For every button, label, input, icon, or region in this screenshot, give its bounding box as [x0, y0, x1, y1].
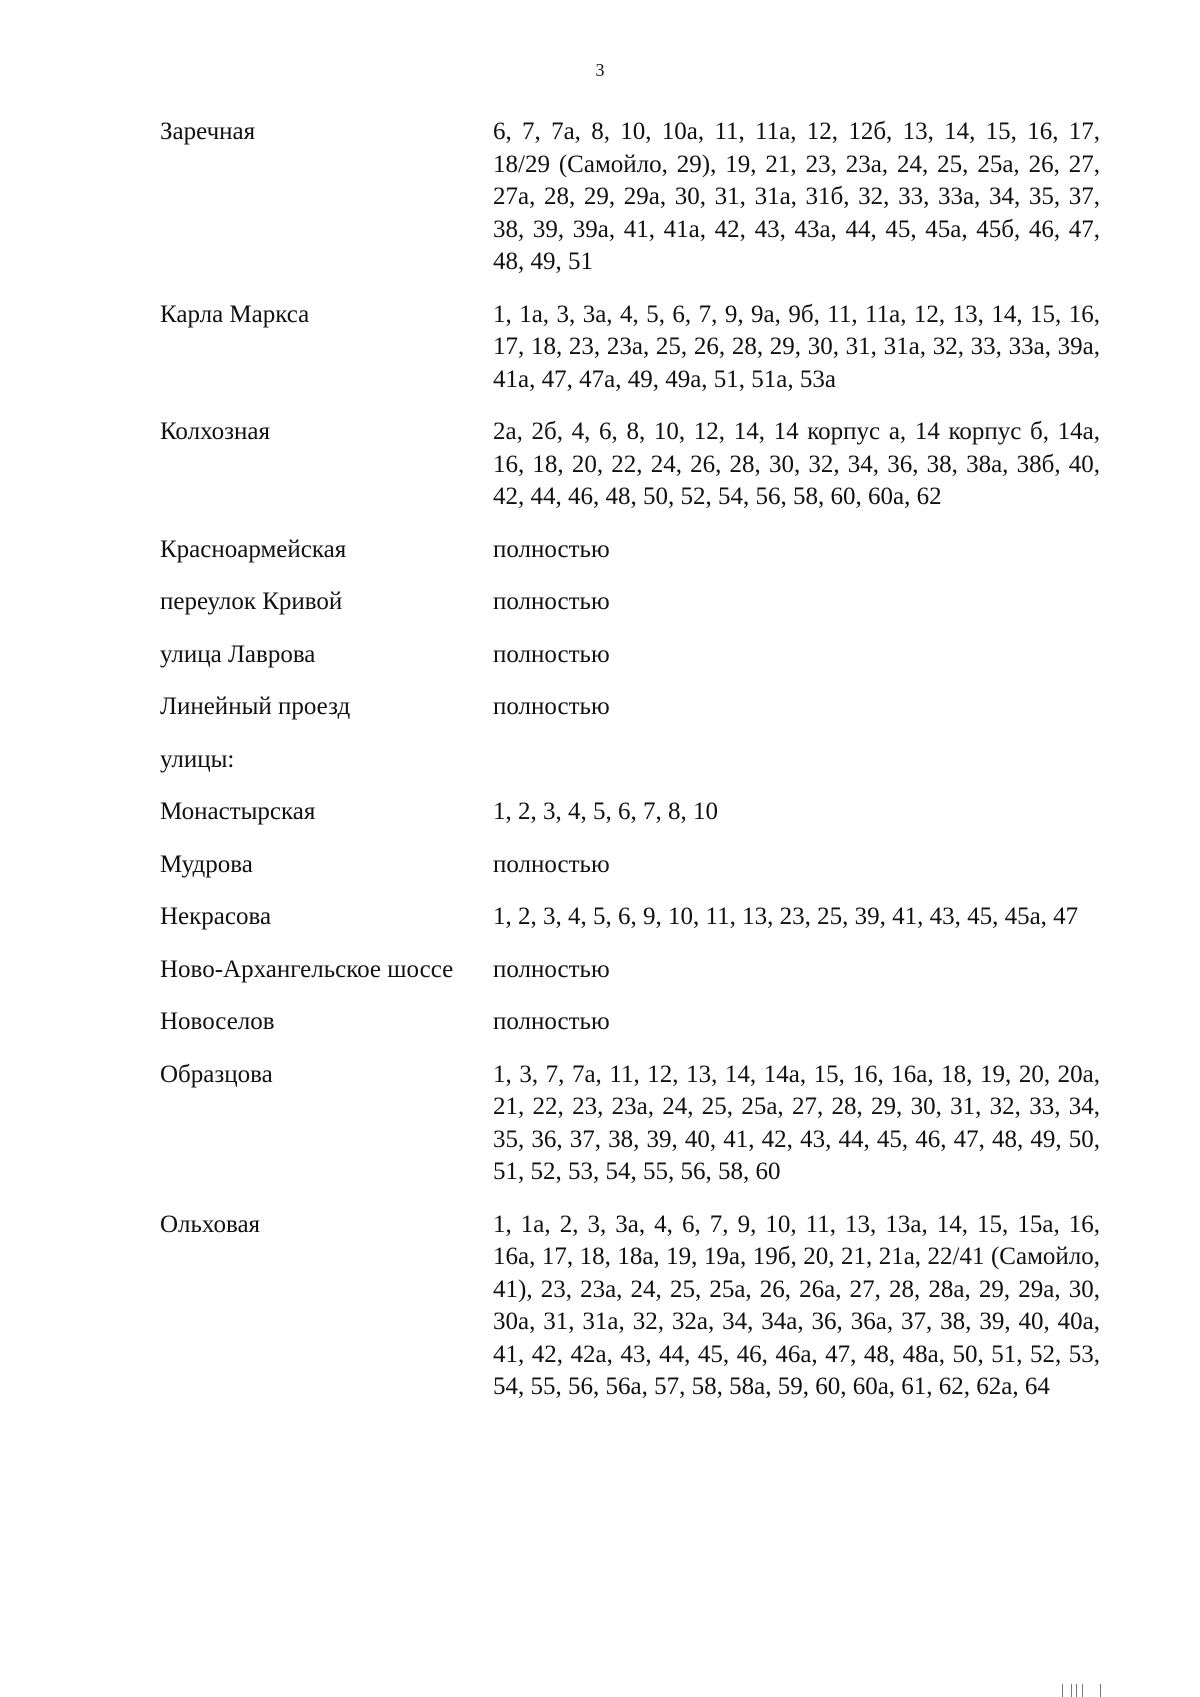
page-number: 3 [595, 60, 605, 80]
house-numbers: полностью [493, 588, 610, 615]
street-name: Линейный проезд [160, 693, 351, 720]
street-name: переулок Кривой [160, 588, 343, 615]
street-name: Мудрова [160, 850, 253, 878]
street-row [160, 116, 1100, 279]
street-name: улица Лаврова [160, 640, 316, 668]
street-name: Красноармейская [160, 535, 347, 563]
house-numbers: 1, 2, 3, 4, 5, 6, 9, 10, 11, 13, 23, 25, 39, 41, 43, 45, 45а, 47 [493, 903, 1079, 930]
scan-mark [1062, 1684, 1102, 1697]
street-list [160, 116, 1100, 1424]
street-row [160, 1059, 1100, 1189]
street-row [160, 639, 1100, 672]
house-numbers: 1, 3, 7, 7а, 11, 12, 13, 14, 14а, 15, 16, 16а, 18, 19, 20, 20а, 21, 22, 23, 23а, 24, 25, 25а, 27, 28, 29, 30, 31, 32, 33, 34, 35, 36, 37, 38, 39, 40, 41, 42, 43, 44, 45, 46, 47, 48, 49, 50, 51, 52, 53, 54, 55, 56, 58, 60 [493, 1060, 1100, 1185]
street-row [160, 691, 1100, 724]
street-name: Карла Маркса [160, 300, 310, 328]
street-row [160, 534, 1100, 567]
street-row [160, 1006, 1100, 1039]
street-row [160, 586, 1100, 619]
street-row [160, 416, 1100, 514]
house-numbers: 6, 7, 7а, 8, 10, 10а, 11, 11а, 12, 12б, 13, 14, 15, 16, 17, 18/29 (Самойло, 29), 19, 21, 23, 23а, 24, 25, 25а, 26, 27, 27а, 28, 29, 29а, 30, 31, 31а, 31б, 32, 33, 33а, 34, 35, 37, 38, 39, 39а, 41, 41а, 42, 43, 43а, 44, 45, 45а, 45б, 46, 47, 48, 49, 51 [493, 118, 1100, 275]
street-row [160, 796, 1100, 829]
street-name: Заречная [160, 118, 256, 145]
street-row [160, 849, 1100, 882]
street-name: Образцова [160, 1060, 273, 1088]
house-numbers: полностью [493, 955, 610, 983]
house-numbers: 2а, 2б, 4, 6, 8, 10, 12, 14, 14 корпус а, 14 корпус б, 14а, 16, 18, 20, 22, 24, 26, 28, 30, 32, 34, 36, 38, 38а, 38б, 40, 42, 44, 46, 48, 50, 52, 54, 56, 58, 60, 60а, 62 [493, 418, 1100, 510]
street-row [160, 954, 1100, 987]
street-name: Ольховая [160, 1210, 261, 1238]
street-name: Новоселов [160, 1008, 275, 1035]
house-numbers: полностью [493, 640, 610, 668]
house-numbers: полностью [493, 1008, 610, 1035]
street-row [160, 1209, 1100, 1404]
street-name: Монастырская [160, 798, 316, 825]
house-numbers: 1, 1а, 3, 3а, 4, 5, 6, 7, 9, 9а, 9б, 11, 11а, 12, 13, 14, 15, 16, 17, 18, 23, 23а, 25, 26, 28, 29, 30, 31, 31а, 32, 33, 33а, 39а, 41а, 47, 47а, 49, 49а, 51, 51а, 53а [493, 300, 1100, 393]
street-name: Ново-Архангельское шоссе [160, 955, 454, 983]
street-row [160, 901, 1100, 934]
street-row [160, 744, 1100, 777]
street-name: улицы: [160, 745, 235, 773]
street-name: Некрасова [160, 903, 272, 930]
house-numbers: 1, 1а, 2, 3, 3а, 4, 6, 7, 9, 10, 11, 13, 13а, 14, 15, 15а, 16, 16а, 17, 18, 18а, 19, 19а, 19б, 20, 21, 21а, 22/41 (Самойло, 41), 23, 23а, 24, 25, 25а, 26, 26а, 27, 28, 28а, 29, 29а, 30, 30а, 31, 31а, 32, 32а, 34, 34а, 36, 36а, 37, 38, 39, 40, 40а, 41, 42, 42а, 43, 44, 45, 46, 46а, 47, 48, 48а, 50, 51, 52, 53, 54, 55, 56, 56а, 57, 58, 58а, 59, 60, 60а, 61, 62, 62а, 64 [493, 1210, 1100, 1400]
house-numbers: полностью [493, 693, 610, 720]
street-name: Колхозная [160, 418, 270, 445]
house-numbers: 1, 2, 3, 4, 5, 6, 7, 8, 10 [493, 798, 718, 825]
street-row [160, 299, 1100, 397]
house-numbers: полностью [493, 535, 610, 563]
house-numbers: полностью [493, 850, 610, 878]
